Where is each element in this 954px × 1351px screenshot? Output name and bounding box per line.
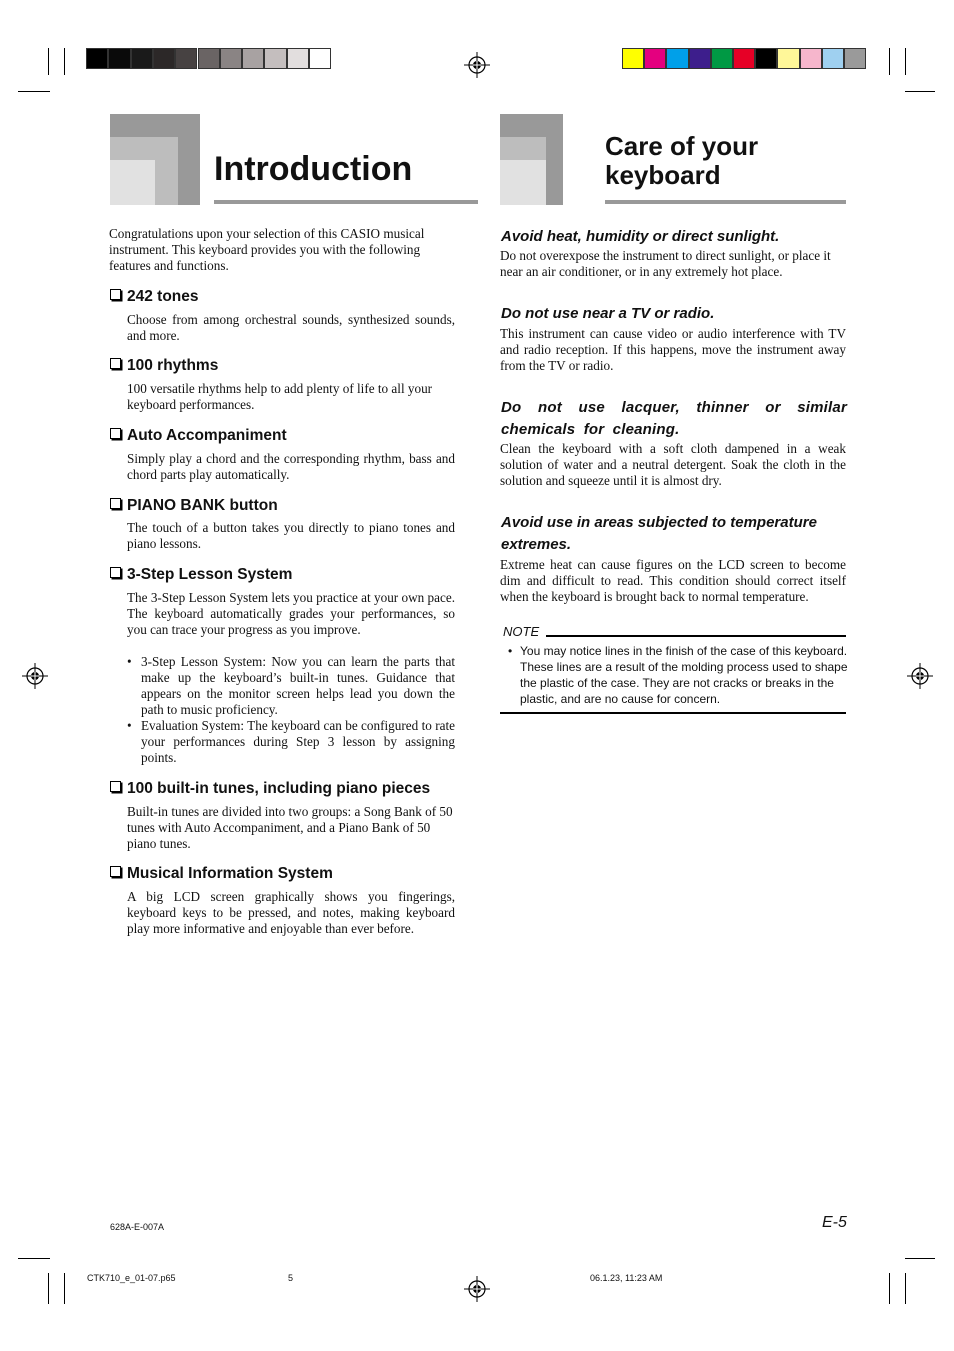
crop-mark [48, 48, 49, 75]
color-swatch [198, 48, 220, 69]
feature-heading: 3-Step Lesson System [110, 566, 292, 584]
crop-mark [905, 48, 906, 75]
feature-heading: 100 rhythms [110, 357, 218, 375]
feature-text: The 3-Step Lesson System lets you practice at your own pace. The keyboard automatically grades your performances, so you can trace your progress as you improve. [127, 590, 455, 637]
feature-heading: PIANO BANK button [110, 497, 278, 515]
feature-text: The touch of a button takes you directly to piano tones and piano lessons. [127, 520, 455, 551]
care-heading: Avoid use in areas subjected to temperature extremes. [501, 514, 817, 553]
care-text: Extreme heat can cause figures on the LCD screen to become dim and difficult to read. This condition should correct itself when the keyboard is brought back to normal temperature. [500, 557, 846, 604]
color-swatch [309, 48, 331, 69]
care-text: Do not overexpose the instrument to direct sunlight, or place it near an air conditioner, or in any extremely hot place. [500, 248, 831, 279]
care-heading: Do not use near a TV or radio. [501, 305, 715, 322]
feature-text: A big LCD screen graphically shows you fingerings, keyboard keys to be pressed, and notes, making keyboard play more informative and enjoyable than ever before. [127, 889, 455, 936]
title-decoration [500, 160, 546, 205]
page-title: Introduction [214, 150, 413, 188]
checkbox-icon [110, 428, 121, 439]
title-underline [214, 200, 478, 204]
section-title: Care of your keyboard [605, 131, 759, 190]
crop-mark [889, 1273, 890, 1304]
feature-heading: 242 tones [110, 288, 199, 306]
crop-mark [905, 1258, 935, 1259]
color-swatch [844, 48, 866, 69]
note-bottom-rule [500, 712, 846, 714]
registration-mark-icon [907, 663, 933, 689]
note-text: • You may notice lines in the finish of the case of this keyboard. These lines are a result of the molding process used to shape the plastic of the case. They are not cracks or breaks in the plastic, and are no cause for concern. [508, 644, 848, 706]
list-item: • Evaluation System: The keyboard can be configured to rate your performances during Step 3 lesson by assigning points. [127, 718, 455, 765]
crop-mark [64, 48, 65, 75]
feature-text: 100 versatile rhythms help to add plenty of life to all your keyboard performances. [127, 381, 433, 412]
checkbox-icon [110, 289, 121, 300]
care-heading: Avoid heat, humidity or direct sunlight. [501, 228, 780, 245]
color-swatch [153, 48, 175, 69]
color-swatch [108, 48, 130, 69]
title-decoration [110, 160, 155, 205]
feature-heading: 100 built-in tunes, including piano pieces [110, 780, 430, 798]
feature-text: Choose from among orchestral sounds, synthesized sounds, and more. [127, 312, 455, 343]
color-swatch [287, 48, 309, 69]
checkbox-icon [110, 866, 121, 877]
color-swatch [800, 48, 822, 69]
care-text: This instrument can cause video or audio interference with TV and radio reception. If this happens, move the instrument away from the TV or radio. [500, 326, 846, 373]
crop-mark [905, 91, 935, 92]
color-swatch [242, 48, 264, 69]
registration-mark-icon [464, 1276, 490, 1302]
care-text: Clean the keyboard with a soft cloth dampened in a weak solution of water and a neutral detergent. Soak the cloth in the solution and squeeze until it is almost dry. [500, 441, 846, 488]
color-swatch [777, 48, 799, 69]
checkbox-icon [110, 358, 121, 369]
crop-mark [48, 1273, 49, 1304]
list-item: • 3-Step Lesson System: Now you can learn the parts that make up the keyboard’s built-in tunes. Guidance that appears on the monitor screen helps lead you down the path to music proficiency. [127, 654, 455, 717]
color-swatch [175, 48, 197, 69]
color-swatch [733, 48, 755, 69]
checkbox-icon [110, 498, 121, 509]
crop-mark [64, 1273, 65, 1304]
color-swatch [220, 48, 242, 69]
color-swatch [822, 48, 844, 69]
color-swatch [644, 48, 666, 69]
checkbox-icon [110, 781, 121, 792]
feature-heading: Musical Information System [110, 865, 333, 883]
color-swatch [622, 48, 644, 69]
crop-mark [18, 1258, 50, 1259]
crop-mark [905, 1273, 906, 1304]
color-swatch [755, 48, 777, 69]
color-swatch [666, 48, 688, 69]
title-underline [605, 200, 846, 204]
note-label: NOTE [503, 624, 540, 639]
registration-mark-icon [464, 52, 490, 78]
page-number-label: E-5 [822, 1214, 847, 1231]
file-name: CTK710_e_01-07.p65 [87, 1273, 176, 1283]
feature-heading: Auto Accompaniment [110, 427, 287, 445]
file-page-number: 5 [288, 1273, 294, 1283]
care-heading: Do not use lacquer, thinner or similar chemicals for cleaning. [501, 399, 847, 438]
note-top-rule [546, 635, 846, 637]
color-swatch [86, 48, 108, 69]
color-swatch [264, 48, 286, 69]
color-swatch [131, 48, 153, 69]
timestamp: 06.1.23, 11:23 AM [590, 1273, 663, 1283]
crop-mark [889, 48, 890, 75]
checkbox-icon [110, 567, 121, 578]
color-swatch [711, 48, 733, 69]
crop-mark [18, 91, 50, 92]
feature-text: Simply play a chord and the corresponding rhythm, bass and chord parts play automatically. [127, 451, 455, 482]
document-code: 628A-E-007A [110, 1222, 165, 1232]
registration-mark-icon [22, 663, 48, 689]
color-swatch [689, 48, 711, 69]
feature-text: Built-in tunes are divided into two groups: a Song Bank of 50 tunes with Auto Accompaniment, and a Piano Bank of 50 piano tunes. [127, 804, 453, 851]
intro-paragraph: Congratulations upon your selection of this CASIO musical instrument. This keyboard provides you with the following features and functions. [109, 226, 425, 273]
